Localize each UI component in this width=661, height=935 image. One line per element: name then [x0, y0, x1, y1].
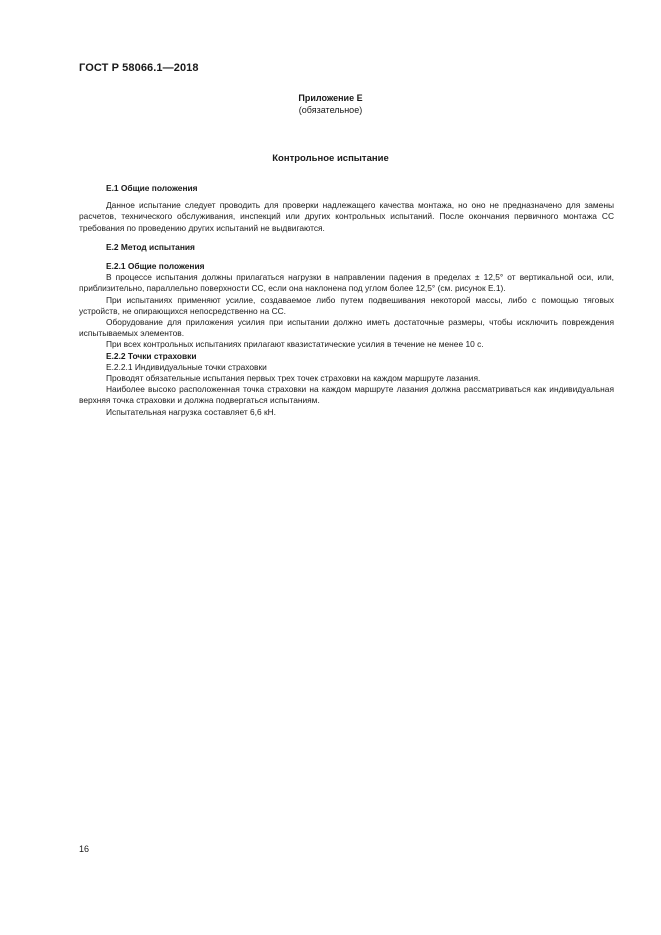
- section-e21-paragraph-1: В процессе испытания должны прилагаться нагрузки в направлении падения в пределах ± 12,5° от вертикальной оси, или, приблизительно, параллельно поверхности СС, если она наклонена под углом более 12,5° (см. рисунок Е.1).: [79, 272, 614, 294]
- section-e2-heading: Е.2 Метод испытания: [106, 241, 195, 252]
- annex-status: (обязательное): [298, 105, 363, 115]
- section-e1-paragraph: Данное испытание следует проводить для проверки надлежащего качества монтажа, но оно не предназначено для замены расчетов, технического обслуживания, инспекций или других контрольных испытаний. После окончания первичного монтажа СС требования по проведению других испытаний не выдвигаются.: [79, 200, 614, 233]
- section-e21-paragraph-4: При всех контрольных испытаниях прилагают квазистатические усилия в течение не менее 10 с.: [106, 339, 484, 350]
- section-e21-paragraph-2: При испытаниях применяют усилие, создаваемое либо путем подвешивания некоторой массы, либо с помощью тяговых устройств, не опирающихся непосредственно на СС.: [79, 294, 614, 316]
- page-number: 16: [79, 844, 90, 854]
- annex-header: [0, 92, 661, 116]
- document-title: Контрольное испытание: [272, 153, 389, 164]
- annex-title: Приложение Е: [298, 93, 363, 103]
- standard-code: ГОСТ Р 58066.1—2018: [79, 62, 199, 74]
- section-e221-paragraph-3: Испытательная нагрузка составляет 6,6 кН.: [106, 406, 277, 417]
- document-body: [79, 183, 614, 418]
- section-e1-heading: Е.1 Общие положения: [106, 183, 198, 193]
- section-e221-paragraph-2: Наиболее высоко расположенная точка страховки на каждом маршруте лазания должна рассматриваться как индивидуальная верхняя точка страховки и должна подвергаться испытаниям.: [79, 384, 614, 406]
- section-e22-heading: Е.2.2 Точки страховки: [106, 350, 197, 361]
- section-e21-heading: Е.2.1 Общие положения: [106, 261, 205, 272]
- section-e221-heading: Е.2.2.1 Индивидуальные точки страховки: [106, 361, 267, 372]
- section-e21-paragraph-3: Оборудование для приложения усилия при испытании должно иметь достаточные размеры, чтобы исключить повреждения испытываемых элементов.: [79, 317, 614, 339]
- section-e221-paragraph-1: Проводят обязательные испытания первых трех точек страховки на каждом маршруте лазания.: [106, 373, 481, 384]
